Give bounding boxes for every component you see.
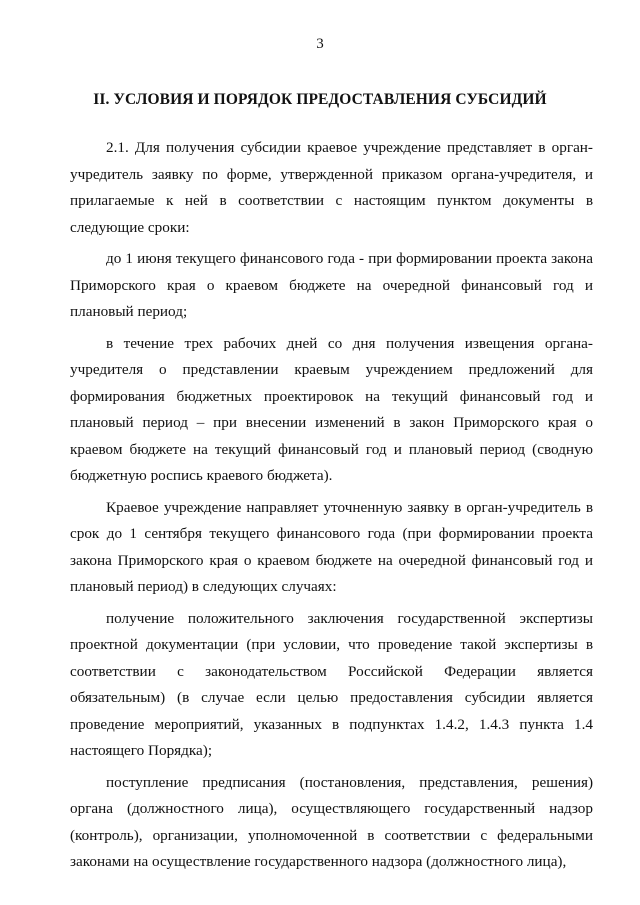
paragraph-case-expertise: получение положительного заключения государственной экспертизы проектной документации (при условии, что проведение такой экспертизы в соответствии с законодательством Российской Федерации является обязательным) (в случае если целью предоставления субсидии является проведение мероприятий, указанных в подпунктах 1.4.2, 1.4.3 пункта 1.4 настоящего Порядка); xyxy=(70,609,593,759)
page-number: 3 xyxy=(316,36,324,52)
paragraph-updated-application: Краевое учреждение направляет уточненную заявку в орган-учредитель в срок до 1 сентября текущего финансового года (при формировании проекта закона Приморского края о краевом бюджете на очередной финансовый год и плановый период) в следующих случаях: xyxy=(70,498,593,595)
paragraph-deadline-three-days: в течение трех рабочих дней со дня получения извещения органа-учредителя о представлении краевым учреждением предложений для формирования бюджетных проектировок на текущий финансовый год и плановый период – при внесении изменений в закон Приморского края о краевом бюджете на текущий финансовый год и плановый период (сводную бюджетную роспись краевого бюджета). xyxy=(70,334,593,484)
document-body xyxy=(70,135,593,876)
section-title: II. УСЛОВИЯ И ПОРЯДОК ПРЕДОСТАВЛЕНИЯ СУБСИДИЙ xyxy=(93,91,547,108)
paragraph-deadline-june: до 1 июня текущего финансового года - при формировании проекта закона Приморского края о краевом бюджете на очередной финансовый год и плановый период; xyxy=(70,250,593,320)
paragraph-case-prescription: поступление предписания (постановления, представления, решения) органа (должностного лица), осуществляющего государственный надзор (контроль), организации, уполномоченной в соответствии с федеральными законами на осуществление государственного надзора (должностного лица), xyxy=(70,773,593,870)
paragraph-2-1: 2.1. Для получения субсидии краевое учреждение представляет в орган-учредитель заявку по форме, утвержденной приказом органа-учредителя, и прилагаемые к ней в соответствии с настоящим пунктом документы в следующие сроки: xyxy=(70,139,593,236)
